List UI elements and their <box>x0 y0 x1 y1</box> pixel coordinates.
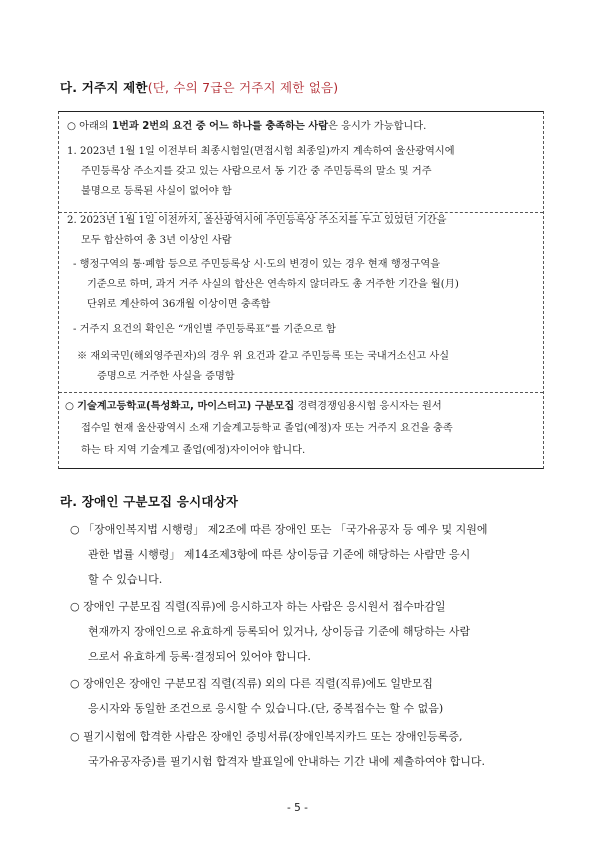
tech-bold: 기술계고등학교(특성화고, 마이스터고) 구분모집 <box>77 401 295 412</box>
item1-line: 1. 2023년 1월 1일 이전부터 최종시험일(면접시험 최종일)까지 계속하여 울산광역시에 <box>67 146 455 157</box>
tech-line: 하는 타 지역 기술계고 졸업(예정)자이어야 합니다. <box>81 445 306 456</box>
item2-line: 모두 합산하여 총 3년 이상인 사람 <box>81 235 232 246</box>
paragraph-line: 으로서 유효하게 등록·결정되어 있어야 합니다. <box>88 650 311 663</box>
paragraph-line: ○ 필기시험에 합격한 사람은 장애인 증빙서류(장애인복지카드 또는 장애인등록증, <box>70 730 463 743</box>
dash1-line: 기준으로 하며, 과거 거주 사실의 합산은 연속하지 않더라도 총 거주한 기간을 월(月) <box>87 279 459 290</box>
section-heading-residence <box>60 78 338 96</box>
box-divider <box>59 392 543 393</box>
tech-prefix: ○ <box>65 401 78 412</box>
dash1-line: 단위로 계산하여 36개월 이상이면 충족함 <box>87 299 271 310</box>
intro-line <box>67 120 426 134</box>
paragraph-line: 할 수 있습니다. <box>88 573 163 586</box>
section-heading-disabled <box>60 492 238 510</box>
section-note: (단, 수의 7급은 거주지 제한 없음) <box>147 80 339 95</box>
intro-bold: 1번과 2번의 요건 중 어느 하나를 충족하는 사람 <box>111 121 329 132</box>
dash1-line: - 행정구역의 통·폐합 등으로 주민등록상 시·도의 변경이 있는 경우 현재 행정구역을 <box>73 259 441 270</box>
paragraph-line: 국가유공자증)를 필기시험 합격자 발표일에 안내하는 기간 내에 제출하여야 합니다. <box>88 755 486 768</box>
paragraph-line: ○ 「장애인복지법 시행령」 제2조에 따른 장애인 또는 「국가유공자 등 예우 및 지원에 <box>70 523 488 536</box>
page-number: - 5 - <box>287 802 308 814</box>
paragraph-line: 관한 법률 시행령」 제14조제3항에 따른 상이등급 기준에 해당하는 사람만 응시 <box>88 548 471 561</box>
box-divider <box>59 212 543 213</box>
intro-suffix: 은 응시가 가능합니다. <box>328 121 427 132</box>
section-title: 다. 거주지 제한 <box>60 80 148 95</box>
tech-line <box>65 400 442 414</box>
dash2-line: - 거주지 요건의 확인은 “개인별 주민등록표”를 기준으로 함 <box>73 324 336 335</box>
item1-line: 불명으로 등록된 사실이 없어야 함 <box>81 186 232 197</box>
note-line: ※ 재외국민(해외영주권자)의 경우 위 요건과 같고 주민등록 또는 국내거소신고 사실 <box>77 351 450 362</box>
note-line: 증명으로 거주한 사실을 증명함 <box>97 371 235 382</box>
item1-line: 주민등록상 주소지를 갖고 있는 사람으로서 동 기간 중 주민등록의 말소 및 거주 <box>81 166 432 177</box>
item2-line: 2. 2023년 1월 1일 이전까지, 울산광역시에 주민등록상 주소지를 두고 있었던 기간을 <box>67 215 447 226</box>
section-title: 라. 장애인 구분모집 응시대상자 <box>60 494 239 509</box>
tech-suffix: 경력경쟁임용시험 응시자는 원서 <box>294 401 442 412</box>
tech-line: 접수일 현재 울산광역시 소재 기술계고등학교 졸업(예정)자 또는 거주지 요건을 충족 <box>81 423 453 434</box>
residence-requirements-box <box>58 111 544 469</box>
intro-prefix: ○ 아래의 <box>67 121 112 132</box>
paragraph-line: ○ 장애인은 장애인 구분모집 직렬(직류) 외의 다른 직렬(직류)에도 일반모집 <box>70 677 433 690</box>
paragraph-line: 현재까지 장애인으로 유효하게 등록되어 있거나, 상이등급 기준에 해당하는 사람 <box>88 625 471 638</box>
paragraph-line: ○ 장애인 구분모집 직렬(직류)에 응시하고자 하는 사람은 응시원서 접수마감일 <box>70 600 446 613</box>
paragraph-line: 응시자와 동일한 조건으로 응시할 수 있습니다.(단, 중복접수는 할 수 없음) <box>88 702 444 715</box>
